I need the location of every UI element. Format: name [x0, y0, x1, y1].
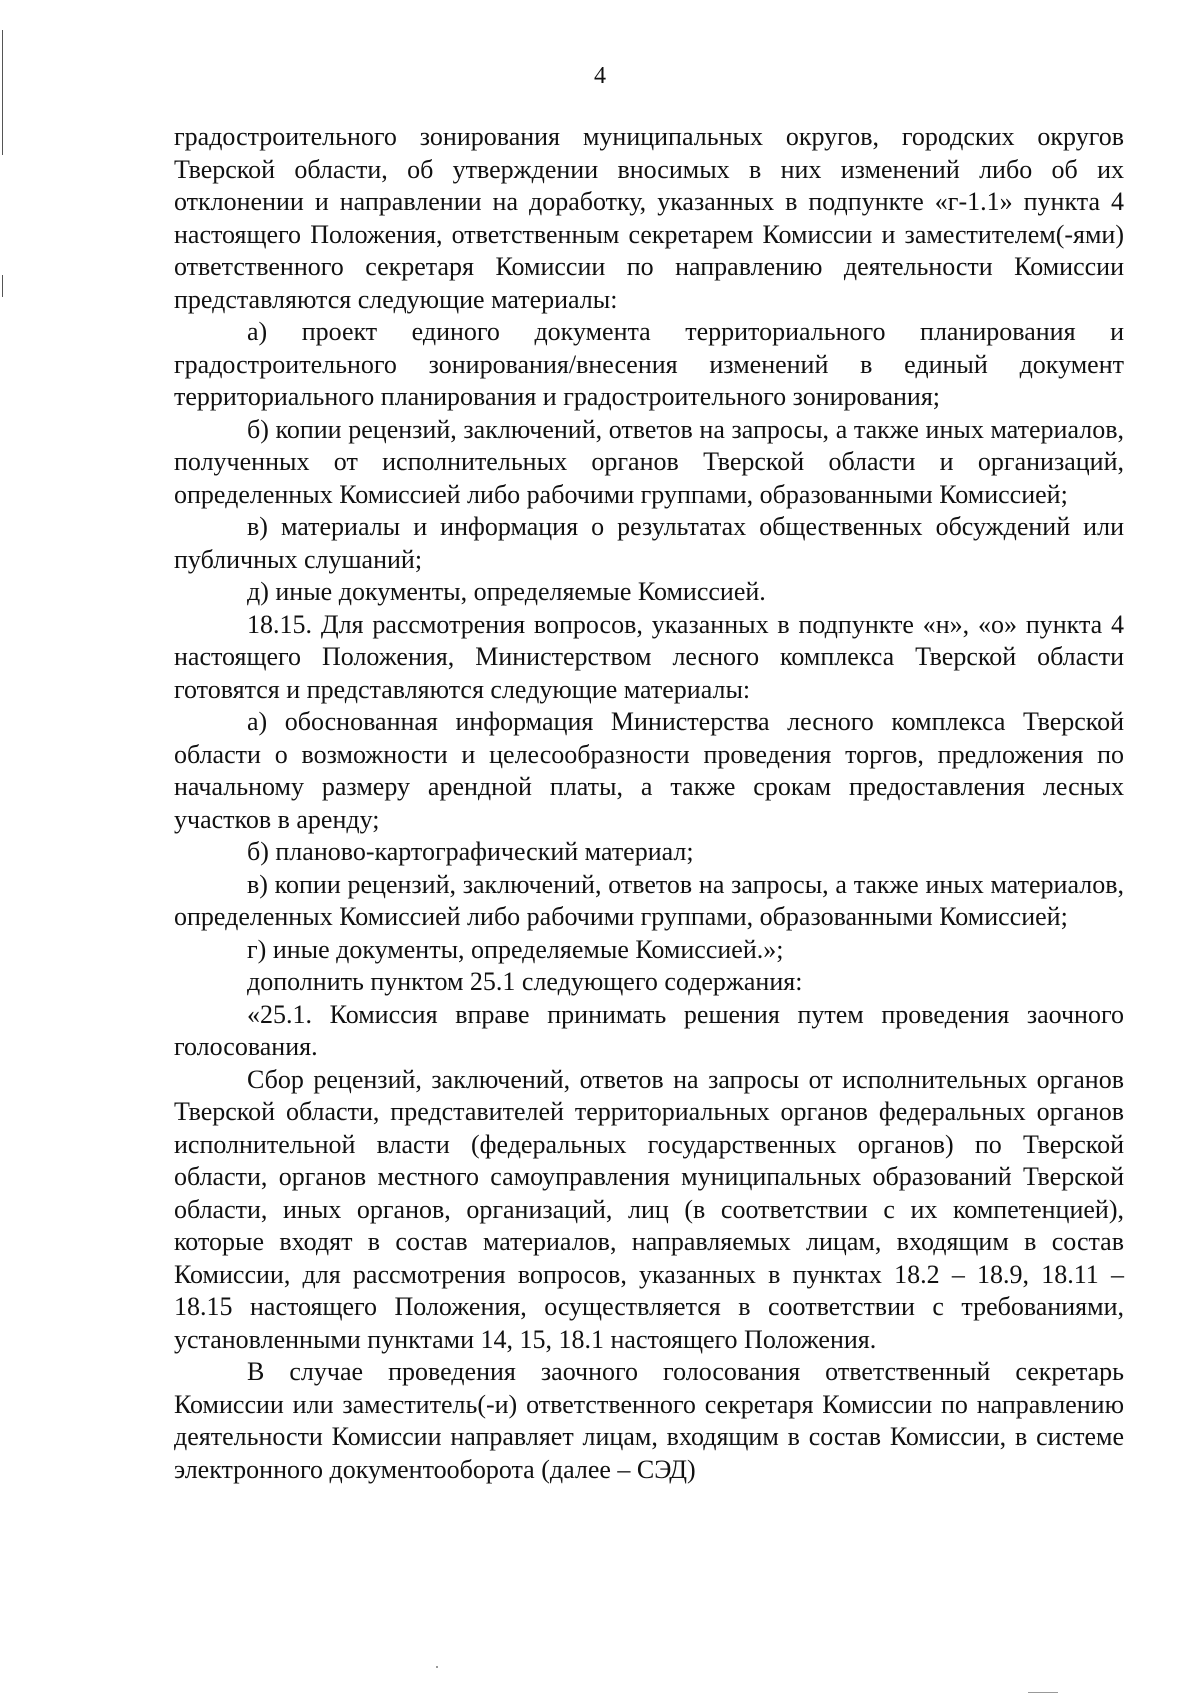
list-item-d: д) иные документы, определяемые Комиссией.: [247, 577, 766, 606]
scan-speck: [436, 1666, 438, 1668]
paragraph-collection: Сбор рецензий, заключений, ответов на запросы от исполнительных органов Тверской области, представителей территориальных органов федеральных органов исполнительной власти (федеральных государственных органов) по Тверской области, органов местного самоуправления муниципальных образований Тверской области, иных органов, организаций, лиц (в соответствии с их компетенцией), которые входят в состав материалов, направляемых лицам, входящим в состав Комиссии, для рассмотрения вопросов, указанных в пунктах 18.2 – 18.9, 18.11 – 18.15 настоящего Положения, осуществляется в соответствии с требованиями, установленными пунктами 14, 15, 18.1 настоящего Положения.: [174, 1064, 1124, 1354]
scan-edge-line: [2, 30, 3, 155]
amendment-instruction: дополнить пунктом 25.1 следующего содержания:: [247, 967, 803, 996]
list-item-b: б) планово-картографический материал;: [247, 837, 694, 866]
clause-25-1: «25.1. Комиссия вправе принимать решения путем проведения заочного голосования.: [174, 999, 1124, 1061]
list-item-v: в) копии рецензий, заключений, ответов на запросы, а также иных материалов, определенных Комиссией либо рабочими группами, образованными Комиссией;: [174, 869, 1124, 931]
paragraph-continuation: градостроительного зонирования муниципальных округов, городских округов Тверской области, об утверждении вносимых в них изменений либо об их отклонении и направлении на доработку, указанных в подпункте «г-1.1» пункта 4 настоящего Положения, ответственным секретарем Комиссии и заместителем(-ями) ответственного секретаря Комиссии по направлению деятельности Комиссии представляются следующие материалы:: [174, 122, 1124, 314]
paragraph-absentee-vote: В случае проведения заочного голосования ответственный секретарь Комиссии или заместитель(-и) ответственного секретаря Комиссии по направлению деятельности Комиссии направляет лицам, входящим в состав Комиссии, в системе электронного документооборота (далее – СЭД): [174, 1357, 1124, 1484]
clause-18-15: 18.15. Для рассмотрения вопросов, указанных в подпункте «н», «о» пункта 4 настоящего Положения, Министерством лесного комплекса Тверской области готовятся и представляются следующие материалы:: [174, 609, 1124, 704]
document-body: [174, 121, 1124, 1486]
page-number: 4: [594, 63, 606, 89]
list-item-b: б) копии рецензий, заключений, ответов на запросы, а также иных материалов, полученных от исполнительных органов Тверской области и организаций, определенных Комиссией либо рабочими группами, образованными Комиссией;: [174, 414, 1124, 509]
list-item-g: г) иные документы, определяемые Комиссией.»;: [247, 934, 784, 964]
list-item-a: а) обоснованная информация Министерства лесного комплекса Тверской области о возможности и целесообразности проведения торгов, предложения по начальному размеру арендной платы, а также срокам предоставления лесных участков в аренду;: [174, 707, 1124, 834]
list-item-a: а) проект единого документа территориального планирования и градостроительного зонирования/внесения изменений в единый документ территориального планирования и градостроительного зонирования;: [174, 317, 1124, 411]
scan-edge-line: [2, 275, 3, 297]
list-item-v: в) материалы и информация о результатах общественных обсуждений или публичных слушаний;: [174, 512, 1124, 574]
scan-speck: [1028, 1692, 1058, 1693]
